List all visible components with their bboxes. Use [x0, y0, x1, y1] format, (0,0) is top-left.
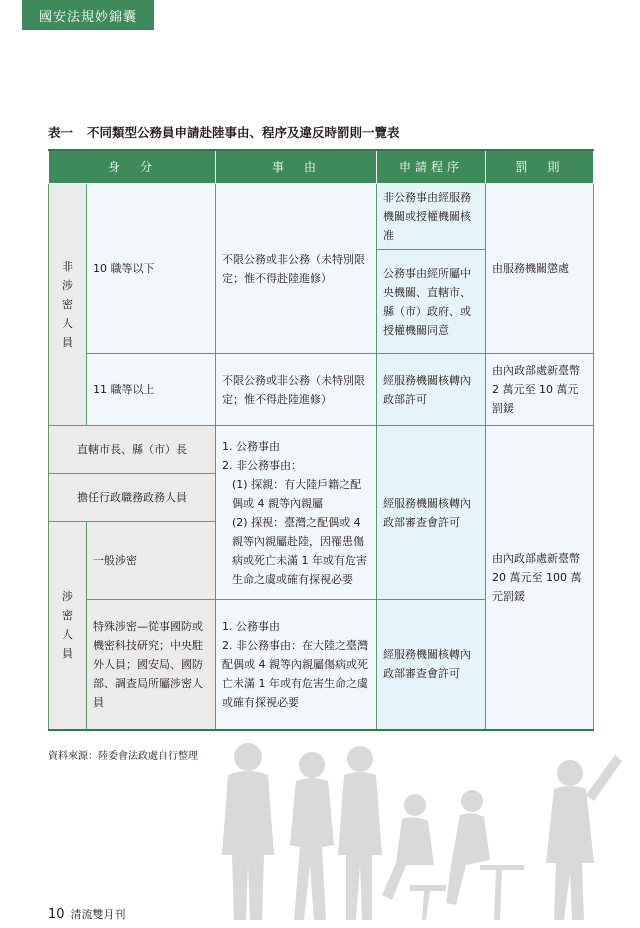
identity-special-secret: 特殊涉密—從事國防或機密科技研究；中央駐外人員；國安局、國防部、調查局所屬涉密人員: [87, 600, 216, 730]
col-header-reason: 事 由: [216, 150, 377, 184]
table-row: [49, 426, 594, 474]
procedure-cell: 經服務機關核轉內政部審查會許可: [377, 600, 486, 730]
identity-grade-10-below: 10 職等以下: [87, 184, 216, 354]
col-header-penalty: 罰 則: [486, 150, 594, 184]
page-number: 10: [48, 907, 65, 922]
identity-mayor: 直轄市長、縣（市）長: [49, 426, 216, 474]
section-tab: 國安法規妙錦囊: [22, 0, 154, 30]
group-label-secret: 涉 密 人 員: [49, 522, 87, 730]
group-label-non-secret: 非 涉 密 人 員: [49, 184, 87, 426]
col-header-identity: 身 分: [49, 150, 216, 184]
procedure-cell: 經服務機關核轉內政部許可: [377, 354, 486, 426]
penalty-cell: 由內政部處新臺幣 20 萬元至 100 萬元罰鍰: [486, 426, 594, 730]
reason-cell: 1. 公務事由 2. 非公務事由：在大陸之臺灣配偶或 4 親等內親屬傷病或死亡未滿 1 年或有危害生命之虞或確有探視必要: [216, 600, 377, 730]
table-row: [49, 184, 594, 250]
identity-general-secret: 一般涉密: [87, 522, 216, 600]
source-note: 資料來源：陸委會法政處自行整理: [48, 751, 198, 762]
penalty-cell: 由服務機關懲處: [486, 184, 594, 354]
procedure-cell: 經服務機關核轉內政部審查會許可: [377, 426, 486, 600]
identity-grade-11-above: 11 職等以上: [87, 354, 216, 426]
procedure-cell: 非公務事由經服務機關或授權機關核准: [377, 184, 486, 250]
publication-name: 清流雙月刊: [70, 908, 126, 921]
reason-cell: 1. 公務事由 2. 非公務事由： (1) 探親：有大陸戶籍之配偶或 4 親等內親屬 (2) 探視：臺灣之配偶或 4 親等內親屬赴陸，因罹患傷病或死亡未滿 1 年或有危害生命之虞或確有探視必要: [216, 426, 377, 600]
col-header-procedure: 申請程序: [377, 150, 486, 184]
table-row: [49, 354, 594, 426]
table-number: 表一: [48, 125, 74, 140]
reason-cell: 不限公務或非公務（未特別限定；惟不得赴陸進修）: [216, 184, 377, 354]
procedure-cell: 公務事由經所屬中央機關、直轄市、縣（市）政府、或授權機關同意: [377, 250, 486, 354]
page-footer: [48, 906, 126, 922]
table-title: [48, 123, 400, 141]
penalty-cell: 由內政部處新臺幣 2 萬元至 10 萬元罰鍰: [486, 354, 594, 426]
table-title-text: 不同類型公務員申請赴陸事由、程序及違反時罰則一覽表: [87, 125, 400, 140]
people-silhouette-illustration: [210, 735, 630, 925]
identity-political-appointee: 擔任行政職務政務人員: [49, 474, 216, 522]
reason-cell: 不限公務或非公務（未特別限定；惟不得赴陸進修）: [216, 354, 377, 426]
regulations-table: [48, 149, 594, 731]
table-header-row: [49, 150, 594, 184]
